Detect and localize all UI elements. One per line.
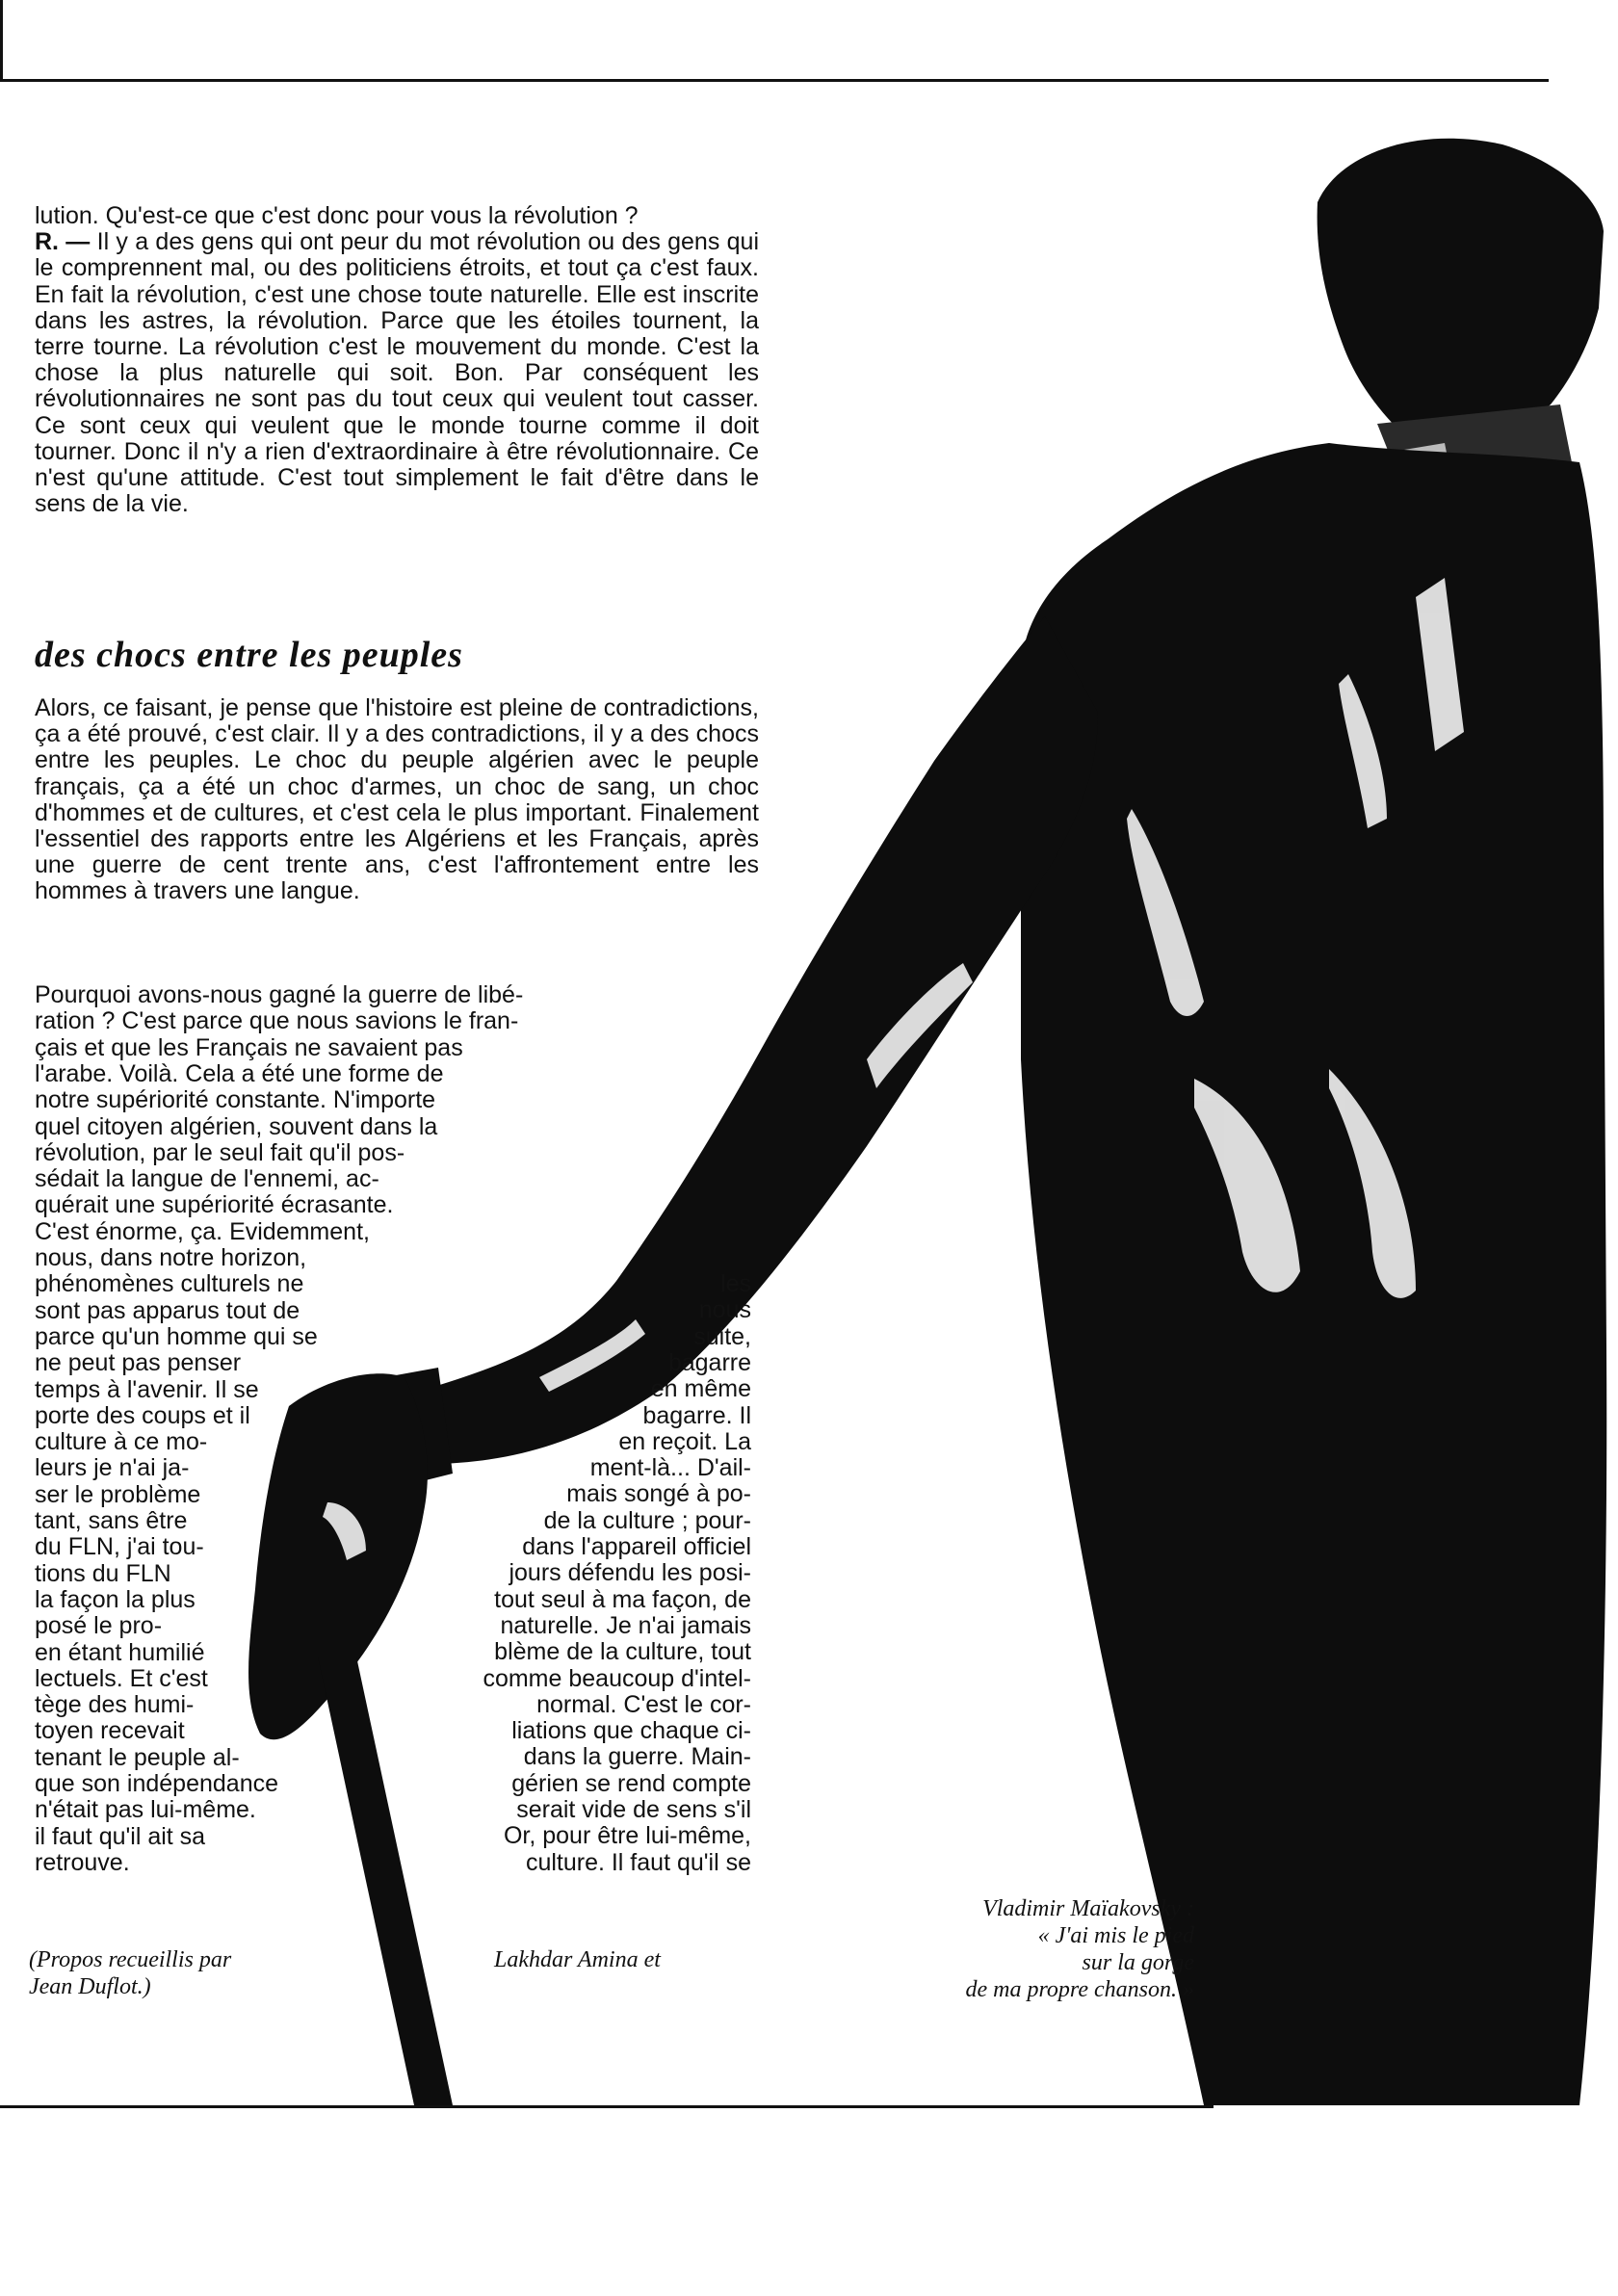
credit-left-1: (Propos recueillis par [29,1947,232,1972]
text-line: révolution, par le seul fait qu'il pos- [35,1138,405,1166]
text-line-right: suite, [693,1322,751,1350]
text-line-right: en même [650,1375,751,1403]
text-line: leurs je n'ai ja- [35,1454,190,1482]
text-line: ration ? C'est parce que nous savions le fran- [35,1007,519,1035]
text-line-right: blème de la culture, tout [494,1638,751,1666]
text-line: tège des humi- [35,1691,195,1719]
text-line-right: gérien se rend compte [511,1769,751,1797]
text-line: porte des coups et il [35,1401,250,1429]
text-line-right: dans la guerre. Main- [523,1743,751,1771]
text-line-right: mais songé à po- [566,1480,751,1508]
text-line: toyen recevait [35,1717,185,1745]
paragraph-chocs: Alors, ce faisant, je pense que l'histoire est pleine de contradictions, ça a été prouvé, c'est clair. Il y a des contradictions, il y a des chocs entre les peuples. Le choc du peuple algérien avec le peuple français, ça a été un choc d'armes, un choc de sang, un choc d'hommes et de cultures, et c'est cela le plus important. Finalement l'essentiel des rapports entre les Algériens et les Français, après une guerre de cent trente ans, c'est l'affrontement entre les hommes à travers une langue. [35,694,759,905]
text-line-right: Or, pour être lui-même, [503,1822,751,1850]
text-line: tenant le peuple al- [35,1743,240,1771]
text-line: C'est énorme, ça. Evidemment, [35,1217,370,1245]
text-line: tions du FLN [35,1559,171,1587]
text-line: çais et que les Français ne savaient pas [35,1033,463,1061]
text-line-right: normal. C'est le cor- [536,1690,751,1718]
text-line-right: serait vide de sens s'il [516,1796,751,1823]
text-line: parce qu'un homme qui se [35,1322,318,1350]
text-line-right: liations que chaque ci- [511,1717,751,1745]
text-line: il faut qu'il ait sa [35,1822,206,1850]
caption-line-3: sur la gorge [1082,1950,1194,1975]
text-line-right: de la culture ; pour- [543,1506,751,1534]
text-line: lectuels. Et c'est [35,1664,208,1692]
text-line: Pourquoi avons-nous gagné la guerre de libé- [35,981,524,1008]
credit-left-2: Jean Duflot.) [29,1974,151,1999]
text-line: du FLN, j'ai tou- [35,1533,204,1561]
text-line-right: tout seul à ma façon, de [494,1585,751,1613]
text-line: ser le problème [35,1480,201,1508]
photo-caption [848,1895,1194,2003]
text-line: que son indépendance [35,1770,279,1797]
text-line: tant, sans être [35,1507,188,1534]
text-line-right: comme beaucoup d'intel- [483,1664,751,1692]
text-line: sont pas apparus tout de [35,1296,300,1324]
text-line: nous, dans notre horizon, [35,1244,307,1271]
bottom-rule [0,2105,1214,2108]
text-line-right: jours défendu les posi- [509,1559,751,1587]
text-line-right: bagarre [667,1348,751,1376]
text-line: temps à l'avenir. Il se [35,1375,259,1403]
text-line-right: culture. Il faut qu'il se [525,1848,751,1876]
text-line-right: en reçoit. La [618,1427,751,1455]
text-line: quel citoyen algérien, souvent dans la [35,1112,438,1140]
caption-line-4: de ma propre chanson. » [965,1977,1194,2002]
paragraph-body: Il y a des gens qui ont peur du mot révolution ou des gens qui le comprennent mal, ou des politiciens étroits, et tout ça c'est faux. En fait la révolution, c'est une chose toute naturelle. Elle est inscrite dans les astres, la révolution. Parce que les étoiles tournent, la terre tourne. La révolution c'est le mouvement du monde. C'est la chose la plus naturelle qui soit. Bon. Par conséquent les révolutionnaires ne sont pas du tout ceux qui veulent tout casser. Ce sont ceux qui veulent que le monde tourne comme il doit tourner. Donc il n'y a rien d'extraordinaire à être révolutionnaire. Ce n'est qu'une attitude. C'est tout simplement le fait d'être dans le sens de la vie. [35,228,760,518]
text-line: notre supériorité constante. N'importe [35,1086,436,1114]
text-line-right: nous [698,1296,751,1324]
text-line-right: naturelle. Je n'ai jamais [500,1611,751,1639]
paragraph-revolution [35,203,759,517]
text-line-right: dans l'appareil officiel [522,1533,751,1560]
text-line: quérait une supériorité écrasante. [35,1191,394,1219]
text-line: n'était pas lui-même. [35,1796,256,1824]
paragraph-start: lution. Qu'est-ce que c'est donc pour vous la révolution ? [35,202,639,229]
answer-marker: R. — [35,228,91,256]
section-heading: des chocs entre les peuples [35,635,463,675]
text-line-right: les [720,1270,751,1297]
caption-line-1: Vladimir Maïakovsky : [982,1896,1194,1921]
text-line: l'arabe. Voilà. Cela a été une forme de [35,1059,444,1087]
text-line: culture à ce mo- [35,1428,208,1456]
text-line-right: bagarre. Il [642,1401,751,1429]
text-line: sédait la langue de l'ennemi, ac- [35,1165,379,1193]
text-line: en étant humilié [35,1638,205,1666]
text-line: retrouve. [35,1848,130,1876]
caption-line-2: « J'ai mis le pied [1037,1923,1194,1948]
text-line: la façon la plus [35,1585,196,1613]
credit-right: Lakhdar Amina et [494,1947,661,1972]
text-line: posé le pro- [35,1612,163,1640]
text-line: ne peut pas penser [35,1349,242,1377]
text-line: phénomènes culturels ne [35,1270,304,1298]
text-line-right: ment-là... D'ail- [589,1454,751,1482]
